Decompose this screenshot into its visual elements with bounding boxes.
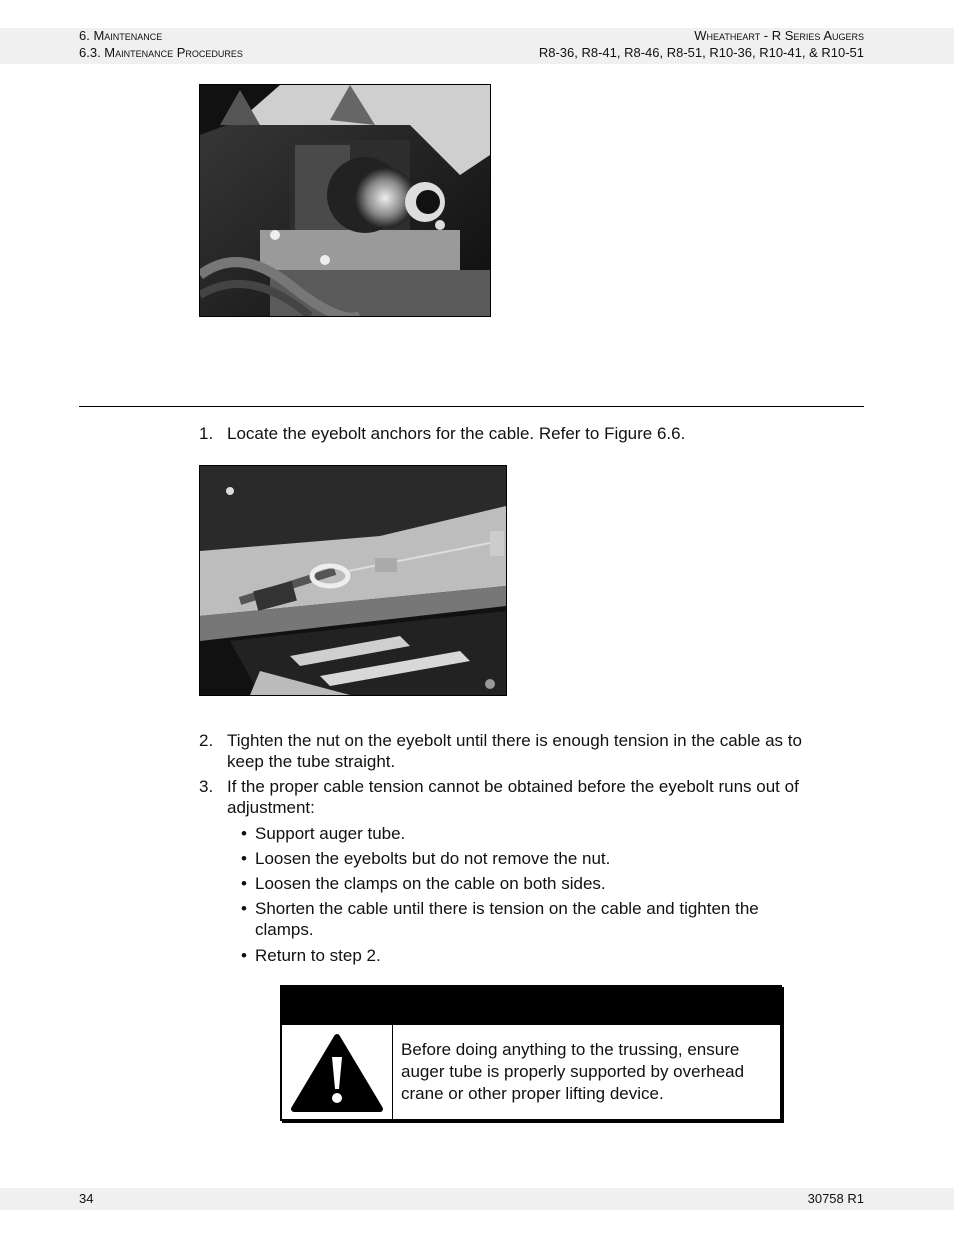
bullet-text: Loosen the eyebolts but do not remove the nut. [255, 849, 611, 868]
bullet-text: Return to step 2. [255, 946, 381, 965]
step-number: 2. [199, 731, 214, 750]
warning-box [280, 985, 782, 1121]
bullet-text: Loosen the clamps on the cable on both sides. [255, 874, 606, 893]
warning-line: crane or other proper lifting device. [401, 1084, 664, 1103]
page-number: 34 [79, 1191, 94, 1206]
bullet-text-line1: Shorten the cable until there is tension on the cable and tighten the [255, 899, 759, 918]
eyebolt-photo [199, 465, 507, 696]
warning-triangle-icon [282, 1025, 392, 1121]
warning-icon-cell [282, 1025, 393, 1119]
chapter-title: 6. Maintenance [79, 28, 163, 43]
gearbox-photo [199, 84, 491, 317]
bullet-dot: • [241, 824, 247, 843]
page-header [0, 28, 954, 64]
step-number: 1. [199, 424, 214, 443]
step-text-line2: keep the tube straight. [227, 752, 396, 771]
bullet-text-line2: clamps. [255, 920, 314, 939]
warning-message [401, 1039, 781, 1105]
page-footer [0, 1188, 954, 1210]
section-title: 6.3. Maintenance Procedures [79, 45, 243, 60]
warning-header-bar [282, 987, 780, 1025]
bullet-dot: • [241, 874, 247, 893]
step-text-line2: adjustment: [227, 798, 315, 817]
step-number: 3. [199, 777, 214, 796]
step-text: Locate the eyebolt anchors for the cable. Refer to Figure 6.6. [227, 424, 686, 443]
step-text-line1: Tighten the nut on the eyebolt until there is enough tension in the cable as to [227, 731, 802, 750]
bullet-dot: • [241, 899, 247, 918]
bullet-text: Support auger tube. [255, 824, 406, 843]
warning-line: auger tube is properly supported by overhead [401, 1062, 745, 1081]
warning-line: Before doing anything to the trussing, ensure [401, 1040, 740, 1059]
step-text-line1: If the proper cable tension cannot be obtained before the eyebolt runs out of [227, 777, 799, 796]
bullet-dot: • [241, 946, 247, 965]
product-title: Wheatheart - R Series Augers [694, 28, 864, 43]
section-divider [79, 406, 864, 407]
document-id: 30758 R1 [807, 1191, 864, 1206]
bullet-dot: • [241, 849, 247, 868]
model-list: R8-36, R8-41, R8-46, R8-51, R10-36, R10-41, & R10-51 [538, 45, 864, 60]
